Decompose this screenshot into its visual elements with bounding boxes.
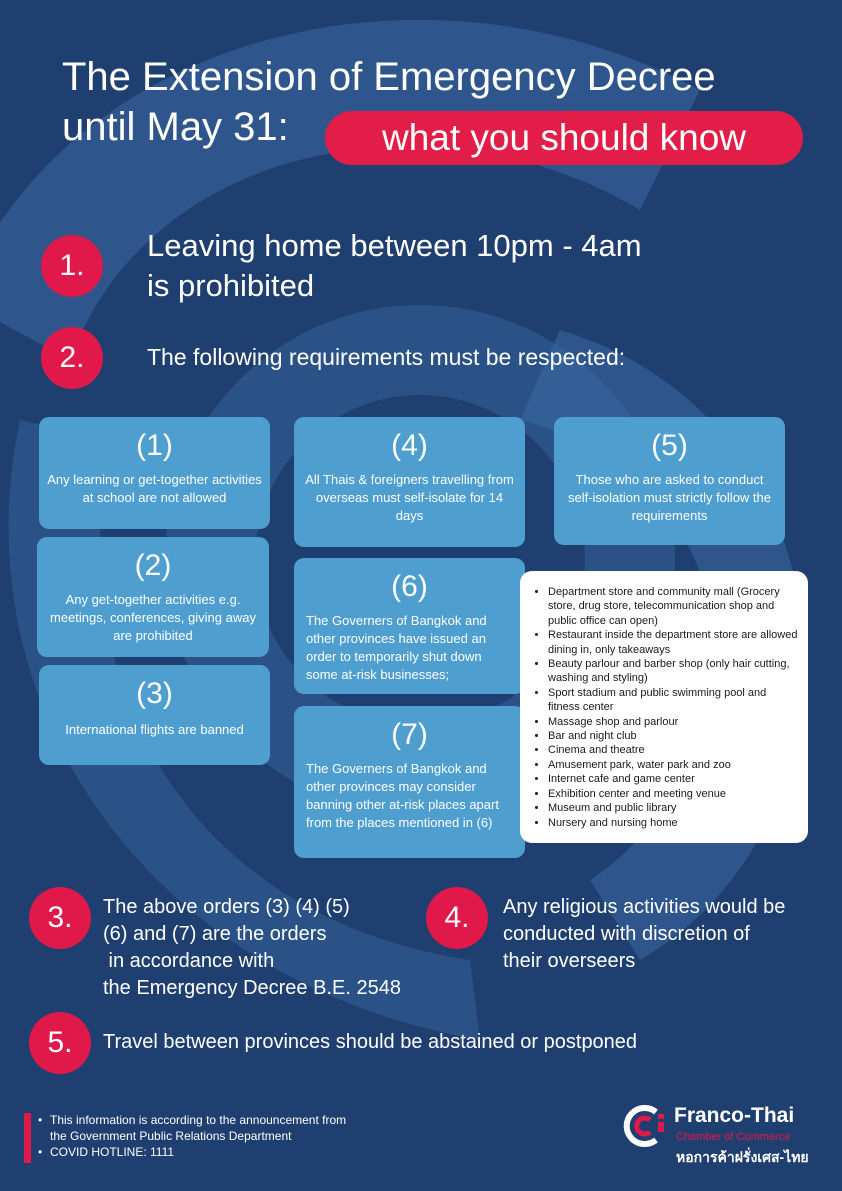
point-1-text xyxy=(147,226,642,306)
requirement-heading: (4) xyxy=(391,429,428,462)
point-1-number: 1. xyxy=(41,235,103,297)
requirement-box-4 xyxy=(294,417,525,547)
point-1-line-2: is prohibited xyxy=(147,268,315,303)
requirement-box-3 xyxy=(39,665,270,765)
list-item: • Museum and public library xyxy=(548,801,798,815)
list-item: • Amusement park, water park and zoo xyxy=(548,758,798,772)
point-4-text xyxy=(503,894,785,975)
requirement-heading: (7) xyxy=(391,718,428,751)
point-4-number: 4. xyxy=(426,887,488,949)
point-4-line: conducted with discretion of xyxy=(503,923,750,945)
logo-subtitle: Chamber of Commerce xyxy=(676,1131,791,1143)
requirement-box-5 xyxy=(554,417,785,545)
at-risk-businesses-card xyxy=(520,571,808,843)
requirement-heading: (6) xyxy=(391,570,428,603)
requirement-text: Any get-together activities e.g. meetings, conferences, giving away are prohibited xyxy=(50,592,256,643)
title-line-2: until May 31: xyxy=(62,105,289,149)
point-1-line-1: Leaving home between 10pm - 4am xyxy=(147,228,642,263)
point-4-line: their overseers xyxy=(503,950,636,972)
list-item: • Bar and night club xyxy=(548,729,798,743)
list-item: • Cinema and theatre xyxy=(548,743,798,757)
requirement-heading: (1) xyxy=(136,429,173,462)
footer-note-1-continued: the Government Public Relations Department xyxy=(50,1129,292,1143)
point-3-line: The above orders (3) (4) (5) xyxy=(103,896,350,918)
requirement-text: The Governers of Bangkok and other provinces may consider banning other at-risk places apart from the places mentioned in (6) xyxy=(306,761,499,830)
list-item: • Internet cafe and game center xyxy=(548,772,798,786)
title-highlight-pill: what you should know xyxy=(325,111,803,165)
list-item: • Sport stadium and public swimming pool and fitness center xyxy=(548,686,798,715)
requirement-text: Any learning or get-together activities at school are not allowed xyxy=(47,472,262,505)
point-5-number: 5. xyxy=(29,1012,91,1074)
franco-thai-logo-icon xyxy=(620,1102,668,1150)
point-3-line: (6) and (7) are the orders xyxy=(103,923,327,945)
footer-notes xyxy=(38,1112,346,1160)
requirement-text: International flights are banned xyxy=(65,722,244,737)
point-3-line: in accordance with xyxy=(103,950,275,972)
list-item: • Exhibition center and meeting venue xyxy=(548,787,798,801)
point-3-text xyxy=(103,894,401,1002)
title-line-1: The Extension of Emergency Decree xyxy=(62,55,716,99)
requirement-text: The Governers of Bangkok and other provinces have issued an order to temporarily shut down some at-risk businesses; xyxy=(306,613,487,682)
point-2-number: 2. xyxy=(41,327,103,389)
point-2-text: The following requirements must be respected: xyxy=(147,344,626,370)
requirement-heading: (5) xyxy=(651,429,688,462)
footer-note-1: • This information is according to the announcement from xyxy=(38,1112,346,1128)
requirement-box-6 xyxy=(294,558,525,694)
requirement-box-2 xyxy=(37,537,269,657)
logo-thai-name: หอการค้าฝรั่งเศส-ไทย xyxy=(676,1149,809,1165)
requirement-box-1 xyxy=(39,417,270,529)
list-item: • Nursery and nursing home xyxy=(548,816,798,830)
footer-accent-bar xyxy=(24,1113,31,1163)
list-item: • Beauty parlour and barber shop (only hair cutting, washing and styling) xyxy=(548,657,798,686)
requirement-text: All Thais & foreigners travelling from overseas must self-isolate for 14 days xyxy=(305,472,514,523)
point-3-line: the Emergency Decree B.E. 2548 xyxy=(103,977,401,999)
at-risk-businesses-list xyxy=(532,585,798,830)
point-4-line: Any religious activities would be xyxy=(503,896,786,918)
list-item: • Massage shop and parlour xyxy=(548,715,798,729)
list-item: • Department store and community mall (Grocery store, drug store, telecommunication shop and public office can open) xyxy=(548,585,798,628)
footer-note-hotline: • COVID HOTLINE: 1111 xyxy=(38,1144,346,1160)
list-item: • Restaurant inside the department store are allowed dining in, only takeaways xyxy=(548,628,798,657)
requirement-text: Those who are asked to conduct self-isolation must strictly follow the requirements xyxy=(567,472,771,523)
point-5-text: Travel between provinces should be abstained or postponed xyxy=(103,1031,638,1053)
logo-name: Franco-Thai xyxy=(674,1104,795,1127)
requirement-heading: (2) xyxy=(134,549,172,582)
requirement-heading: (3) xyxy=(136,677,173,710)
point-3-number: 3. xyxy=(29,887,91,949)
requirement-box-7 xyxy=(294,706,525,858)
